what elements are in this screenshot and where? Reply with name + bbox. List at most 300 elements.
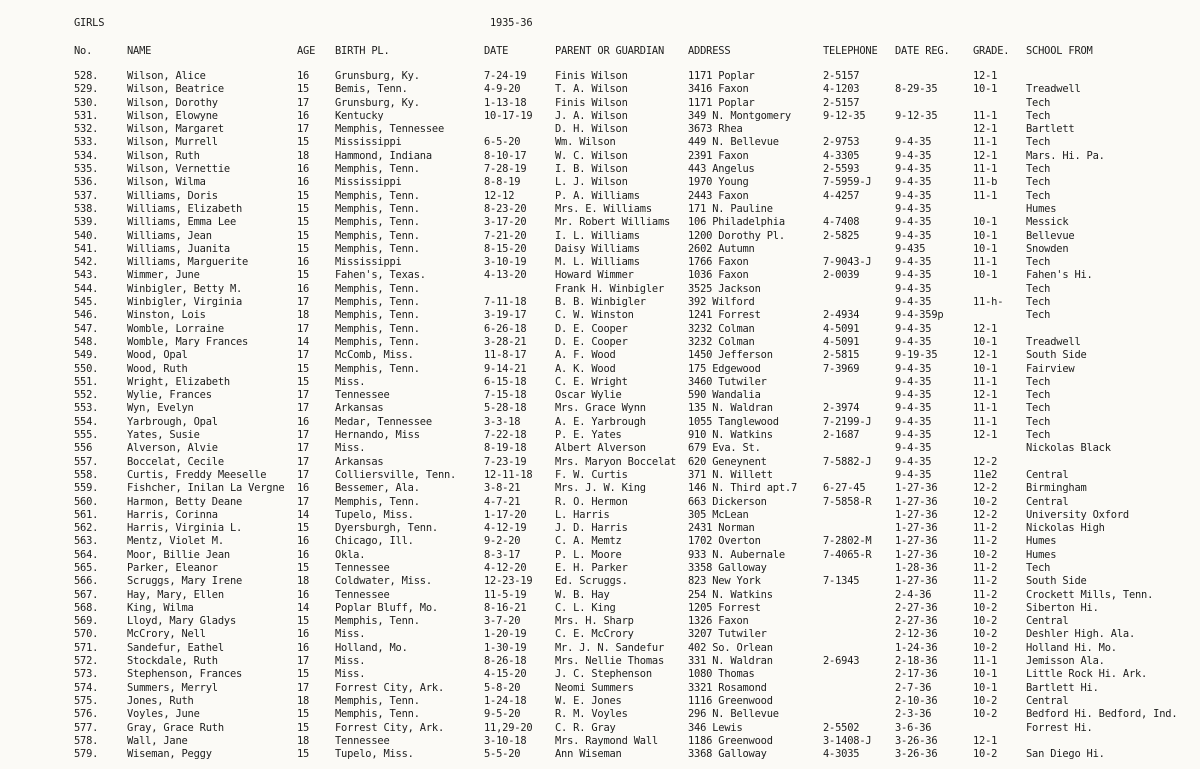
date-registered: 2-17-36 <box>895 668 938 681</box>
table-row <box>0 283 1200 296</box>
address: 349 N. Montgomery <box>688 109 791 122</box>
birth-date: 11-8-17 <box>484 349 527 362</box>
birth-place: Memphis, Tenn. <box>335 189 420 202</box>
student-name: Winbigler, Betty M. <box>127 282 243 295</box>
table-row <box>0 269 1200 282</box>
table-row <box>0 376 1200 389</box>
student-number: 531. <box>74 109 99 122</box>
birth-date: 5-8-20 <box>484 681 521 694</box>
student-name: Wilson, Dorothy <box>127 96 218 109</box>
birth-place: Medar, Tennessee <box>335 415 432 428</box>
parent-guardian: Finis Wilson <box>555 96 628 109</box>
student-name: Curtis, Freddy Meeselle <box>127 468 267 481</box>
date-registered: 9-435 <box>895 242 926 255</box>
student-age: 16 <box>297 109 310 122</box>
telephone: 9-12-35 <box>823 109 866 122</box>
student-age: 17 <box>297 455 310 468</box>
school-from: Siberton Hi. <box>1026 601 1099 614</box>
student-age: 17 <box>297 96 310 109</box>
student-name: Lloyd, Mary Gladys <box>127 615 237 628</box>
birth-place: Miss. <box>335 655 366 668</box>
student-name: Scruggs, Mary Irene <box>127 575 243 588</box>
student-name: Williams, Marguerite <box>127 256 249 269</box>
student-age: 16 <box>297 163 310 176</box>
table-row <box>0 363 1200 376</box>
student-name: Wood, Ruth <box>127 362 188 375</box>
student-name: Wilson, Vernettie <box>127 163 230 176</box>
table-row <box>0 323 1200 336</box>
school-from: Tech <box>1026 389 1051 402</box>
school-from: Forrest Hi. <box>1026 721 1093 734</box>
table-row <box>0 256 1200 269</box>
birth-date: 12-12 <box>484 189 515 202</box>
grade: 11-1 <box>973 655 998 668</box>
school-from: San Diego Hi. <box>1026 748 1105 761</box>
school-from: Crockett Mills, Tenn. <box>1026 588 1154 601</box>
date-registered: 9-4-35 <box>895 229 932 242</box>
parent-guardian: P. A. Williams <box>555 189 640 202</box>
date-registered: 9-4-359p <box>895 309 944 322</box>
birth-date: 6-26-18 <box>484 322 527 335</box>
student-name: Boccelat, Cecile <box>127 455 224 468</box>
student-age: 18 <box>297 575 310 588</box>
grade: 10-1 <box>973 229 998 242</box>
student-number: 537. <box>74 189 99 202</box>
table-row <box>0 230 1200 243</box>
student-age: 16 <box>297 176 310 189</box>
student-name: Williams, Doris <box>127 189 218 202</box>
student-number: 556 <box>74 442 93 455</box>
student-age: 14 <box>297 601 310 614</box>
address: 3368 Galloway <box>688 748 767 761</box>
school-from: Tech <box>1026 109 1051 122</box>
parent-guardian: Daisy Williams <box>555 242 640 255</box>
birth-date: 4-9-20 <box>484 83 521 96</box>
student-number: 567. <box>74 588 99 601</box>
date-registered: 1-28-36 <box>895 561 938 574</box>
date-registered: 3-6-36 <box>895 721 932 734</box>
school-from: Tech <box>1026 163 1051 176</box>
grade: 11-2 <box>973 575 998 588</box>
parent-guardian: M. L. Williams <box>555 256 640 269</box>
grade: 11-2 <box>973 561 998 574</box>
student-number: 557. <box>74 455 99 468</box>
birth-place: Okla. <box>335 548 366 561</box>
birth-date: 3-8-21 <box>484 482 521 495</box>
address: 1080 Thomas <box>688 668 755 681</box>
birth-place: Memphis, Tenn. <box>335 362 420 375</box>
student-name: Stephenson, Frances <box>127 668 243 681</box>
address: 443 Angelus <box>688 163 755 176</box>
table-row <box>0 655 1200 668</box>
student-name: Stockdale, Ruth <box>127 655 218 668</box>
telephone: 2-5593 <box>823 163 860 176</box>
student-name: Voyles, June <box>127 708 200 721</box>
school-from: Jemisson Ala. <box>1026 655 1105 668</box>
parent-guardian: L. J. Wilson <box>555 176 628 189</box>
birth-place: Miss. <box>335 668 366 681</box>
birth-date: 7-22-18 <box>484 429 527 442</box>
date-registered: 9-4-35 <box>895 375 932 388</box>
birth-place: Mississippi <box>335 176 402 189</box>
school-from: South Side <box>1026 349 1087 362</box>
student-age: 17 <box>297 495 310 508</box>
table-row <box>0 97 1200 110</box>
parent-guardian: B. B. Winbigler <box>555 296 646 309</box>
date-registered: 9-4-35 <box>895 429 932 442</box>
grade: 10-1 <box>973 242 998 255</box>
table-row <box>0 309 1200 322</box>
student-name: Wilson, Alice <box>127 70 206 82</box>
grade: 11-1 <box>973 109 998 122</box>
student-age: 17 <box>297 429 310 442</box>
telephone: 2-5825 <box>823 229 860 242</box>
student-name: Summers, Merryl <box>127 681 218 694</box>
address: 296 N. Bellevue <box>688 708 779 721</box>
school-from: Tech <box>1026 136 1051 149</box>
student-age: 15 <box>297 748 310 761</box>
student-age: 16 <box>297 548 310 561</box>
birth-place: Memphis, Tenn. <box>335 296 420 309</box>
address: 175 Edgewood <box>688 362 761 375</box>
student-age: 16 <box>297 70 310 82</box>
date-registered: 1-27-36 <box>895 548 938 561</box>
address: 3232 Colman <box>688 322 755 335</box>
student-age: 15 <box>297 668 310 681</box>
student-age: 18 <box>297 149 310 162</box>
parent-guardian: W. E. Jones <box>555 694 622 707</box>
birth-place: Kentucky <box>335 109 384 122</box>
student-age: 15 <box>297 269 310 282</box>
parent-guardian: C. E. McCrory <box>555 628 634 641</box>
table-row <box>0 469 1200 482</box>
address: 346 Lewis <box>688 721 743 734</box>
col-telephone: TELEPHONE <box>823 45 878 57</box>
telephone: 4-4257 <box>823 189 860 202</box>
birth-place: Memphis, Tenn. <box>335 615 420 628</box>
birth-place: Miss. <box>335 628 366 641</box>
col-birth-place: BIRTH PL. <box>335 45 390 57</box>
student-number: 551. <box>74 375 99 388</box>
student-age: 17 <box>297 655 310 668</box>
address: 2443 Faxon <box>688 189 749 202</box>
address: 1055 Tanglewood <box>688 415 779 428</box>
student-name: Williams, Jean <box>127 229 212 242</box>
grade: 11-2 <box>973 535 998 548</box>
grade: 10-2 <box>973 694 998 707</box>
telephone: 7-5882-J <box>823 455 872 468</box>
birth-place: Tennessee <box>335 389 390 402</box>
school-from: Tech <box>1026 429 1051 442</box>
school-from: Central <box>1026 694 1069 707</box>
student-age: 15 <box>297 229 310 242</box>
date-registered: 1-27-36 <box>895 482 938 495</box>
birth-date: 10-17-19 <box>484 109 533 122</box>
col-address: ADDRESS <box>688 45 731 57</box>
birth-date: 6-15-18 <box>484 375 527 388</box>
telephone: 2-9753 <box>823 136 860 149</box>
parent-guardian: Neomi Summers <box>555 681 634 694</box>
parent-guardian: Mr. J. N. Sandefur <box>555 641 665 654</box>
address: 3460 Tutwiler <box>688 375 767 388</box>
birth-date: 5-28-18 <box>484 402 527 415</box>
date-registered: 9-4-35 <box>895 468 932 481</box>
date-registered: 9-4-35 <box>895 335 932 348</box>
telephone: 2-5157 <box>823 96 860 109</box>
grade: 11-b <box>973 176 998 189</box>
birth-date: 3-7-20 <box>484 615 521 628</box>
address: 679 Eva. St. <box>688 442 761 455</box>
grade: 12-2 <box>973 455 998 468</box>
table-row <box>0 349 1200 362</box>
school-from: Central <box>1026 468 1069 481</box>
table-row <box>0 442 1200 455</box>
student-number: 559. <box>74 482 99 495</box>
student-name: Womble, Lorraine <box>127 322 224 335</box>
student-name: Gray, Grace Ruth <box>127 721 224 734</box>
student-name: Wylie, Frances <box>127 389 212 402</box>
student-name: Moor, Billie Jean <box>127 548 230 561</box>
birth-place: Memphis, Tenn. <box>335 322 420 335</box>
school-from: Bartlett Hi. <box>1026 681 1099 694</box>
address: 305 McLean <box>688 508 749 521</box>
grade: 11-2 <box>973 588 998 601</box>
student-number: 571. <box>74 641 99 654</box>
telephone: 2-5815 <box>823 349 860 362</box>
student-age: 18 <box>297 694 310 707</box>
student-age: 15 <box>297 362 310 375</box>
school-from: Deshler High. Ala. <box>1026 628 1136 641</box>
telephone: 7-4065-R <box>823 548 872 561</box>
address: 371 N. Willett <box>688 468 773 481</box>
birth-place: Memphis, Tenn. <box>335 202 420 215</box>
address: 3358 Galloway <box>688 561 767 574</box>
student-number: 541. <box>74 242 99 255</box>
table-row <box>0 695 1200 708</box>
address: 1241 Forrest <box>688 309 761 322</box>
birth-place: Fahen's, Texas. <box>335 269 426 282</box>
birth-place: Arkansas <box>335 455 384 468</box>
student-age: 15 <box>297 189 310 202</box>
birth-date: 6-5-20 <box>484 136 521 149</box>
date-registered: 2-27-36 <box>895 601 938 614</box>
school-from: Central <box>1026 495 1069 508</box>
table-row <box>0 509 1200 522</box>
student-age: 16 <box>297 282 310 295</box>
parent-guardian: Mrs. J. W. King <box>555 482 646 495</box>
address: 1766 Faxon <box>688 256 749 269</box>
birth-place: Memphis, Tenn. <box>335 229 420 242</box>
school-from: Bartlett <box>1026 123 1075 136</box>
address: 402 So. Orlean <box>688 641 773 654</box>
student-age: 18 <box>297 734 310 747</box>
birth-date: 7-15-18 <box>484 389 527 402</box>
telephone: 2-1687 <box>823 429 860 442</box>
student-number: 544. <box>74 282 99 295</box>
address: 2431 Norman <box>688 522 755 535</box>
student-name: Williams, Elizabeth <box>127 202 243 215</box>
address: 2391 Faxon <box>688 149 749 162</box>
telephone: 7-2199-J <box>823 415 872 428</box>
school-from: Humes <box>1026 202 1057 215</box>
date-registered: 2-4-36 <box>895 588 932 601</box>
student-name: Fishcher, Inilan La Vergne <box>127 482 285 495</box>
school-from: Tech <box>1026 375 1051 388</box>
student-number: 530. <box>74 96 99 109</box>
grade: 10-2 <box>973 708 998 721</box>
grade: 10-1 <box>973 83 998 96</box>
student-age: 16 <box>297 482 310 495</box>
table-row <box>0 429 1200 442</box>
student-number: 538. <box>74 202 99 215</box>
student-number: 528. <box>74 70 99 82</box>
school-from: Tech <box>1026 561 1051 574</box>
birth-date: 9-5-20 <box>484 708 521 721</box>
student-age: 16 <box>297 415 310 428</box>
date-registered: 9-4-35 <box>895 455 932 468</box>
date-registered: 9-4-35 <box>895 256 932 269</box>
table-row <box>0 136 1200 149</box>
parent-guardian: Mr. Robert Williams <box>555 216 671 229</box>
table-row <box>0 735 1200 748</box>
address: 1205 Forrest <box>688 601 761 614</box>
student-table <box>0 70 1200 761</box>
student-name: Wall, Jane <box>127 734 188 747</box>
parent-guardian: D. E. Cooper <box>555 335 628 348</box>
student-age: 17 <box>297 402 310 415</box>
student-number: 549. <box>74 349 99 362</box>
parent-guardian: R. M. Voyles <box>555 708 628 721</box>
parent-guardian: Mrs. E. Williams <box>555 202 652 215</box>
birth-date: 9-2-20 <box>484 535 521 548</box>
parent-guardian: L. Harris <box>555 508 610 521</box>
table-row <box>0 522 1200 535</box>
parent-guardian: Ann Wiseman <box>555 748 622 761</box>
student-number: 554. <box>74 415 99 428</box>
student-number: 540. <box>74 229 99 242</box>
address: 663 Dickerson <box>688 495 767 508</box>
table-row <box>0 562 1200 575</box>
parent-guardian: Ed. Scruggs. <box>555 575 628 588</box>
address: 620 Geneynent <box>688 455 767 468</box>
address: 171 N. Pauline <box>688 202 773 215</box>
date-registered: 9-4-35 <box>895 176 932 189</box>
grade: 12-2 <box>973 508 998 521</box>
student-age: 15 <box>297 721 310 734</box>
student-name: Williams, Juanita <box>127 242 230 255</box>
student-name: Harris, Corinna <box>127 508 218 521</box>
student-name: Harmon, Betty Deane <box>127 495 243 508</box>
school-from: Fairview <box>1026 362 1075 375</box>
table-row <box>0 110 1200 123</box>
parent-guardian: Wm. Wilson <box>555 136 616 149</box>
birth-date: 4-7-21 <box>484 495 521 508</box>
telephone: 2-5502 <box>823 721 860 734</box>
address: 1970 Young <box>688 176 749 189</box>
grade: 11-1 <box>973 163 998 176</box>
date-registered: 3-26-36 <box>895 734 938 747</box>
birth-date: 3-10-18 <box>484 734 527 747</box>
school-from: University Oxford <box>1026 508 1129 521</box>
date-registered: 1-24-36 <box>895 641 938 654</box>
school-from: Holland Hi. Mo. <box>1026 641 1117 654</box>
date-registered: 2-3-36 <box>895 708 932 721</box>
address: 449 N. Bellevue <box>688 136 779 149</box>
birth-date: 3-10-19 <box>484 256 527 269</box>
table-row <box>0 123 1200 136</box>
date-registered: 9-4-35 <box>895 322 932 335</box>
student-age: 15 <box>297 522 310 535</box>
date-registered: 2-10-36 <box>895 694 938 707</box>
parent-guardian: J. C. Stephenson <box>555 668 652 681</box>
parent-guardian: Mrs. Grace Wynn <box>555 402 646 415</box>
grade: 11-1 <box>973 375 998 388</box>
telephone: 7-2802-M <box>823 535 872 548</box>
school-from: Tech <box>1026 176 1051 189</box>
birth-place: Memphis, Tenn. <box>335 335 420 348</box>
parent-guardian: A. F. Wood <box>555 349 616 362</box>
birth-date: 7-11-18 <box>484 296 527 309</box>
student-number: 566. <box>74 575 99 588</box>
parent-guardian: D. E. Cooper <box>555 322 628 335</box>
grade: 11e2 <box>973 468 998 481</box>
birth-place: Mississippi <box>335 256 402 269</box>
table-row <box>0 748 1200 761</box>
date-registered: 3-26-36 <box>895 748 938 761</box>
table-row <box>0 416 1200 429</box>
student-name: Wilson, Ruth <box>127 149 200 162</box>
birth-date: 11,29-20 <box>484 721 533 734</box>
birth-place: Memphis, Tenn. <box>335 242 420 255</box>
parent-guardian: W. B. Hay <box>555 588 610 601</box>
student-age: 17 <box>297 296 310 309</box>
birth-date: 9-14-21 <box>484 362 527 375</box>
parent-guardian: Mrs. Maryon Boccelat <box>555 455 677 468</box>
grade: 12-1 <box>973 734 998 747</box>
birth-place: Hernando, Miss <box>335 429 420 442</box>
address: 3321 Rosamond <box>688 681 767 694</box>
student-name: Alverson, Alvie <box>127 442 218 455</box>
school-from: Messick <box>1026 216 1069 229</box>
birth-place: Forrest City, Ark. <box>335 721 445 734</box>
date-registered: 9-4-35 <box>895 163 932 176</box>
student-age: 16 <box>297 535 310 548</box>
birth-date: 11-5-19 <box>484 588 527 601</box>
parent-guardian: Howard Wimmer <box>555 269 634 282</box>
birth-place: Hammond, Indiana <box>335 149 432 162</box>
student-number: 569. <box>74 615 99 628</box>
birth-date: 1-20-19 <box>484 628 527 641</box>
table-row <box>0 389 1200 402</box>
school-from: Central <box>1026 615 1069 628</box>
table-row <box>0 83 1200 96</box>
table-row <box>0 402 1200 415</box>
student-number: 542. <box>74 256 99 269</box>
student-name: Winbigler, Virginia <box>127 296 243 309</box>
telephone: 7-5959-J <box>823 176 872 189</box>
student-name: Hay, Mary, Ellen <box>127 588 224 601</box>
student-age: 14 <box>297 508 310 521</box>
school-from: Mars. Hi. Pa. <box>1026 149 1105 162</box>
student-number: 550. <box>74 362 99 375</box>
grade: 10-2 <box>973 628 998 641</box>
date-registered: 9-4-35 <box>895 389 932 402</box>
student-age: 16 <box>297 256 310 269</box>
birth-date: 4-13-20 <box>484 269 527 282</box>
date-registered: 9-4-35 <box>895 202 932 215</box>
table-row <box>0 482 1200 495</box>
grade: 12-1 <box>973 123 998 136</box>
